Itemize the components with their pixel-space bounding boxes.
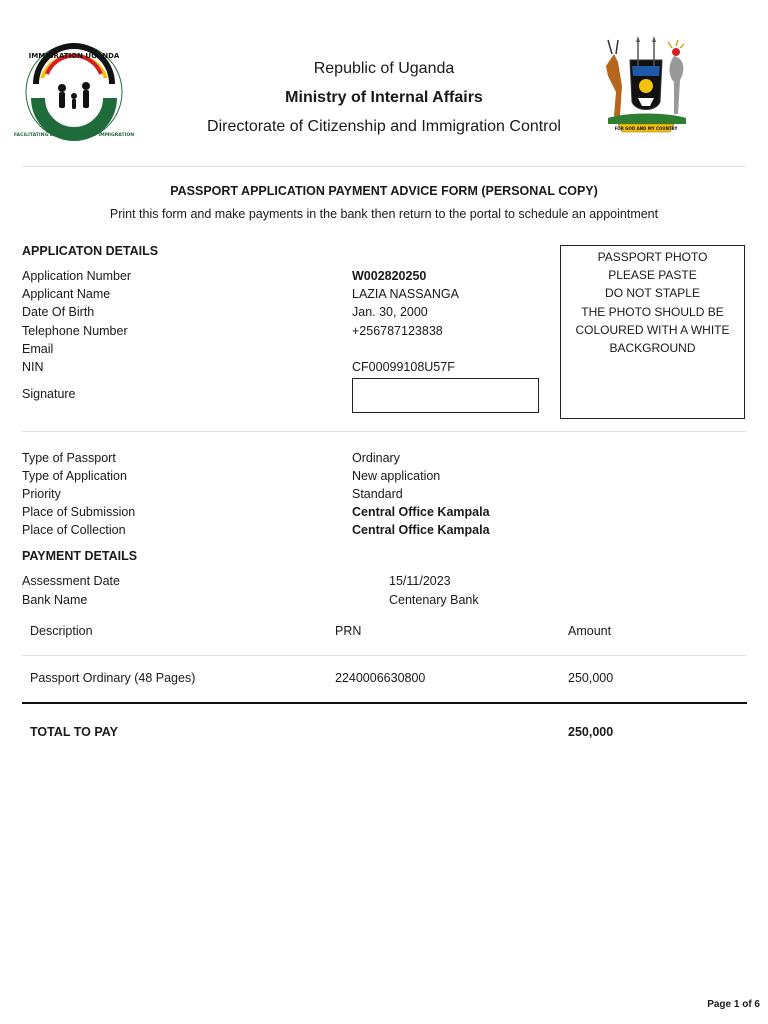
photo-box-line: BACKGROUND: [609, 341, 696, 356]
telephone-label: Telephone Number: [22, 324, 128, 338]
signature-label: Signature: [22, 387, 76, 401]
application-type-label: Type of Application: [22, 469, 127, 483]
place-of-submission-value: Central Office Kampala: [352, 505, 490, 519]
nin-label: NIN: [22, 360, 44, 374]
assessment-date-value: 15/11/2023: [389, 574, 451, 588]
email-label: Email: [22, 342, 54, 356]
table-row-prn: 2240006630800: [335, 671, 426, 685]
application-number-value: W002820250: [352, 269, 427, 283]
signature-box: [352, 378, 539, 413]
country-name: Republic of Uganda: [313, 60, 455, 77]
assessment-date-label: Assessment Date: [22, 574, 120, 588]
photo-box-line: COLOURED WITH A WHITE: [575, 322, 730, 337]
coat-of-arms-motto: FOR GOD AND MY COUNTRY: [614, 126, 678, 131]
coat-of-arms: [596, 36, 696, 140]
directorate-name: Directorate of Citizenship and Immigration Control: [207, 118, 561, 135]
table-header-description: Description: [30, 624, 93, 638]
payment-details-heading: PAYMENT DETAILS: [22, 549, 138, 563]
bank-name-label: Bank Name: [22, 593, 88, 607]
ministry-name: Ministry of Internal Affairs: [285, 89, 483, 106]
place-of-submission-label: Place of Submission: [22, 505, 136, 519]
logo-ring-top-text: IMMIGRATION UGANDA: [28, 52, 120, 60]
table-header-amount: Amount: [568, 624, 612, 638]
form-subtitle: Print this form and make payments in the bank then return to the portal to schedule an appointment: [109, 207, 659, 221]
logo-ring-bottom-text: FACILITATING LEGAL & ORDERLY IMMIGRATION: [13, 133, 135, 138]
total-label: TOTAL TO PAY: [30, 725, 118, 739]
header-divider: [22, 166, 746, 167]
total-value: 250,000: [568, 725, 614, 739]
application-number-label: Application Number: [22, 269, 132, 283]
date-of-birth-label: Date Of Birth: [22, 305, 95, 319]
photo-box-line: THE PHOTO SHOULD BE: [581, 304, 724, 319]
table-header-prn: PRN: [335, 624, 362, 638]
applicant-details-heading: APPLICATON DETAILS: [22, 244, 159, 258]
telephone-value: +256787123838: [352, 324, 443, 338]
passport-photo-box: [560, 245, 745, 419]
applicant-name-label: Applicant Name: [22, 287, 111, 301]
date-of-birth-value: Jan. 30, 2000: [352, 305, 428, 319]
passport-type-label: Type of Passport: [22, 451, 116, 465]
page-number: Page 1 of 6: [707, 999, 760, 1010]
bank-name-value: Centenary Bank: [389, 593, 479, 607]
application-type-value: New application: [352, 469, 441, 483]
place-of-collection-value: Central Office Kampala: [352, 523, 490, 537]
priority-value: Standard: [352, 487, 403, 501]
total-divider: [22, 702, 747, 704]
form-title: PASSPORT APPLICATION PAYMENT ADVICE FORM (PERSONAL COPY): [170, 184, 598, 198]
applicant-name-value: LAZIA NASSANGA: [352, 287, 459, 301]
photo-box-line: DO NOT STAPLE: [605, 286, 700, 301]
table-row-amount: 250,000: [568, 671, 614, 685]
photo-box-line: PASSPORT PHOTO: [597, 250, 708, 264]
nin-value: CF00099108U57F: [352, 360, 455, 374]
priority-label: Priority: [22, 487, 61, 501]
table-header-divider: [22, 655, 746, 656]
table-row-description: Passport Ordinary (48 Pages): [30, 671, 196, 685]
passport-type-value: Ordinary: [352, 451, 400, 465]
photo-box-line: PLEASE PASTE: [608, 268, 697, 283]
place-of-collection-label: Place of Collection: [22, 523, 126, 537]
section-divider: [22, 431, 746, 432]
